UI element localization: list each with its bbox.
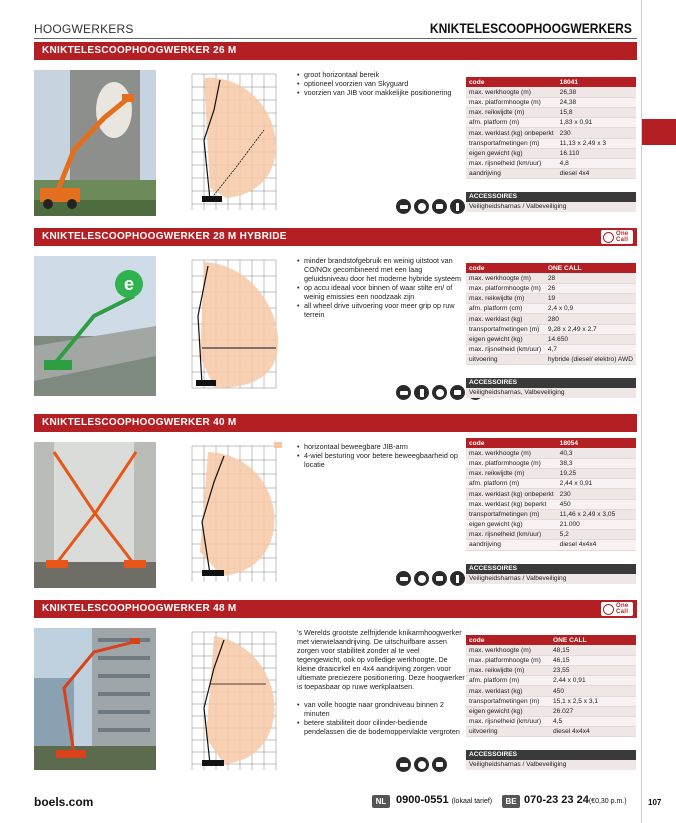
product-photo-40m <box>34 442 156 588</box>
phone-nl-note: (lokaal tarief) <box>451 798 493 805</box>
feature-item: • op accu ideaal voor binnen of waar stilte en/ of weinig emissies een noodzaak zijn <box>297 283 462 301</box>
section-title: KNIKTELESCOOPHOOGWERKER 28 M HYBRIDE <box>42 231 287 242</box>
spec-row: max. reikwijdte (m) 15,8 <box>466 108 636 118</box>
spec-row: max. rijsnelheid (km/uur) 4,7 <box>466 345 636 355</box>
spec-row: eigen gewicht (kg) 26.027 <box>466 706 636 716</box>
spec-row: max. reikwijdte (m) 23,55 <box>466 666 636 676</box>
rough-terrain-icon <box>414 199 429 214</box>
feature-item: • 4-wiel besturing voor betere beweegbaarheid op locatie <box>297 451 462 469</box>
spec-row: max. platformhoogte (m) 24,38 <box>466 97 636 107</box>
one-call-label: One Call <box>616 231 629 243</box>
spec-row: max. werklast (kg) 450 <box>466 686 636 696</box>
feature-item: • optioneel voorzien van Skyguard <box>297 79 462 88</box>
spec-row: max. rijsnelheid (km/uur) 5,2 <box>466 530 636 540</box>
spec-row: max. platformhoogte (m) 46,15 <box>466 655 636 665</box>
section-title-bar <box>34 42 637 60</box>
spec-row: afm. platform (m) 2,44 x 0,91 <box>466 479 636 489</box>
product-photo-48m <box>34 628 156 770</box>
spec-row: code ONE CALL <box>466 635 636 645</box>
spec-row: max. werklast (kg) 280 <box>466 314 636 324</box>
accessories-box <box>466 192 636 212</box>
spec-row: uitvoering hybride (diesel/ elektro) AWD <box>466 355 636 365</box>
four-wheel-drive-icon <box>450 385 465 400</box>
spec-row: max. rijsnelheid (km/uur) 4,5 <box>466 717 636 727</box>
feature-item: • minder brandstofgebruik en weinig uitstoot van CO/NOx gecombineerd met een laag geluidsniveau door het moderne hybride systeem <box>297 256 462 283</box>
accessories-value: Veiligheidsharnas, Valbeveiliging <box>466 388 636 398</box>
feature-list <box>297 442 462 469</box>
spec-row: max. werkhoogte (m) 28 <box>466 273 636 283</box>
diesel-engine-icon <box>396 757 411 772</box>
product-photo-26m <box>34 70 156 216</box>
spec-row: uitvoering diesel 4x4x4 <box>466 727 636 737</box>
phone-icon <box>603 232 614 243</box>
accessories-box <box>466 564 636 584</box>
country-badge-nl: NL <box>372 795 390 808</box>
rough-terrain-icon <box>414 571 429 586</box>
feature-list <box>297 700 465 736</box>
spec-row: max. werklast (kg) onbeperkt 230 <box>466 489 636 499</box>
one-call-badge <box>601 230 633 244</box>
feature-item: • all wheel drive uitvoering voor meer grip op ruw terrein <box>297 301 462 319</box>
spec-row: max. platformhoogte (m) 26 <box>466 283 636 293</box>
accessories-header: ACCESSOIRES <box>466 750 636 760</box>
page-number: 107 <box>648 798 662 807</box>
spec-row: max. reikwijdte (m) 19 <box>466 294 636 304</box>
feature-icons <box>396 571 465 586</box>
section-title-bar <box>34 228 637 246</box>
accessories-value: Veiligheidsharnas / Valbeveiliging <box>466 760 636 770</box>
feature-item: • groot horizontaal bereik <box>297 70 462 79</box>
four-wheel-drive-icon <box>432 571 447 586</box>
spec-table <box>466 438 636 551</box>
section-title: KNIKTELESCOOPHOOGWERKER 26 M <box>42 45 237 56</box>
product-section-28m-hybride <box>34 228 637 408</box>
chapter-tab <box>642 119 676 145</box>
spec-row: eigen gewicht (kg) 16.110 <box>466 148 636 158</box>
feature-item: • voorzien van JIB voor makkelijke positionering <box>297 88 462 97</box>
product-section-48m <box>34 600 637 780</box>
rough-terrain-icon <box>432 385 447 400</box>
harness-icon <box>450 199 465 214</box>
feature-icons <box>396 199 465 214</box>
category-title: HOOGWERKERS <box>34 22 134 36</box>
spec-row: afm. platform (cm) 2,4 x 0,9 <box>466 304 636 314</box>
spec-row: afm. platform (m) 2,44 x 0,91 <box>466 676 636 686</box>
spec-row: max. werklast (kg) onbeperkt 230 <box>466 128 636 138</box>
four-wheel-drive-icon <box>432 757 447 772</box>
spec-row: transportafmetingen (m) 9,28 x 2,49 x 2,7 <box>466 324 636 334</box>
spec-row: code ONE CALL <box>466 263 636 273</box>
feature-item: • betere stabiliteit door cilinder-bediende pendelassen die de bodemoppervlakte vergroten <box>297 718 460 736</box>
phone-be: 070-23 23 24(€0,30 p.m.) <box>524 794 627 806</box>
diesel-engine-icon <box>396 385 411 400</box>
harness-icon <box>450 571 465 586</box>
product-photo-28m <box>34 256 156 396</box>
rough-terrain-icon <box>414 757 429 772</box>
spec-row: max. reikwijdte (m) 19,25 <box>466 469 636 479</box>
phone-nl: 0900-0551 (lokaal tarief) <box>396 794 493 806</box>
diesel-engine-icon <box>396 571 411 586</box>
feature-item: • van volle hoogte naar grondniveau binnen 2 minuten <box>297 700 444 718</box>
spec-row: eigen gewicht (kg) 21.000 <box>466 520 636 530</box>
spec-row: max. werkhoogte (m) 26,38 <box>466 87 636 97</box>
accessories-header: ACCESSOIRES <box>466 564 636 574</box>
spec-row: aandrijving diesel 4x4x4 <box>466 540 636 550</box>
working-range-diagram-28m <box>174 256 314 396</box>
section-title-bar <box>34 600 637 618</box>
accessories-header: ACCESSOIRES <box>466 192 636 202</box>
spec-table <box>466 77 636 179</box>
spec-row: transportafmetingen (m) 15,1 x 2,5 x 3,1 <box>466 696 636 706</box>
svg-text:e: e <box>123 274 135 294</box>
spec-row: transportafmetingen (m) 11,46 x 2,49 x 3,05 <box>466 509 636 519</box>
accessories-header: ACCESSOIRES <box>466 378 636 388</box>
feature-icons <box>396 757 447 772</box>
accessories-box <box>466 750 636 770</box>
accessories-value: Veiligheidsharnas / Valbeveiliging <box>466 202 636 212</box>
page-title: KNIKTELESCOOPHOOGWERKERS <box>429 20 632 36</box>
electric-icon <box>414 385 429 400</box>
product-description <box>297 628 465 736</box>
section-title: KNIKTELESCOOPHOOGWERKER 48 M <box>42 603 237 614</box>
spec-row: eigen gewicht (kg) 14.650 <box>466 334 636 344</box>
spec-row: max. werkhoogte (m) 48,15 <box>466 645 636 655</box>
header-rule <box>34 38 637 39</box>
accessories-box <box>466 378 636 398</box>
feature-list <box>297 256 462 319</box>
feature-item: • horizontaal beweegbare JIB-arm <box>297 442 462 451</box>
spec-row: code 18041 <box>466 77 636 87</box>
spec-row: afm. platform (m) 1,83 x 0,91 <box>466 118 636 128</box>
section-title: KNIKTELESCOOPHOOGWERKER 40 M <box>42 417 237 428</box>
country-badge-be: BE <box>502 795 520 808</box>
working-range-diagram-26m <box>174 70 314 218</box>
spec-table <box>466 635 636 737</box>
spec-table <box>466 263 636 365</box>
spec-row: max. platformhoogte (m) 38,3 <box>466 458 636 468</box>
spec-row: code 18054 <box>466 438 636 448</box>
one-call-badge <box>601 602 633 616</box>
spec-row: transportafmetingen (m) 11,13 x 2,49 x 3 <box>466 138 636 148</box>
spec-row: max. werkhoogte (m) 40,3 <box>466 448 636 458</box>
spec-row: max. werklast (kg) beperkt 450 <box>466 499 636 509</box>
section-title-bar <box>34 414 637 432</box>
spec-row: aandrijving diesel 4x4 <box>466 169 636 179</box>
working-range-diagram-48m <box>174 628 314 776</box>
diesel-engine-icon <box>396 199 411 214</box>
accessories-value: Veiligheidsharnas / Valbeveiliging <box>466 574 636 584</box>
spec-row: max. rijsnelheid (km/uur) 4,8 <box>466 159 636 169</box>
description-text: 's Werelds grootste zelfrijdende knikarmhoogwerker met vierwielaandrijving. De uitschuifbare assen zorgen voor stabiliteit zonder al te veel tegengewicht, ook op volledige werkhoogte. De kleine draaicirkel en 4x4 aandrijving zorgen voor ultiemate preciezere positionering. Deze hoogwerker is toepasbaar op ruwe werkplaatsen. <box>297 628 465 691</box>
four-wheel-drive-icon <box>432 199 447 214</box>
product-section-26m <box>34 42 637 222</box>
phone-be-note: (€0,30 p.m.) <box>588 798 627 805</box>
product-section-40m <box>34 414 637 594</box>
one-call-label: One Call <box>616 603 629 615</box>
website-link[interactable]: boels.com <box>34 795 94 809</box>
phone-icon <box>603 604 614 615</box>
working-range-diagram-40m <box>174 442 314 590</box>
feature-list <box>297 70 462 97</box>
